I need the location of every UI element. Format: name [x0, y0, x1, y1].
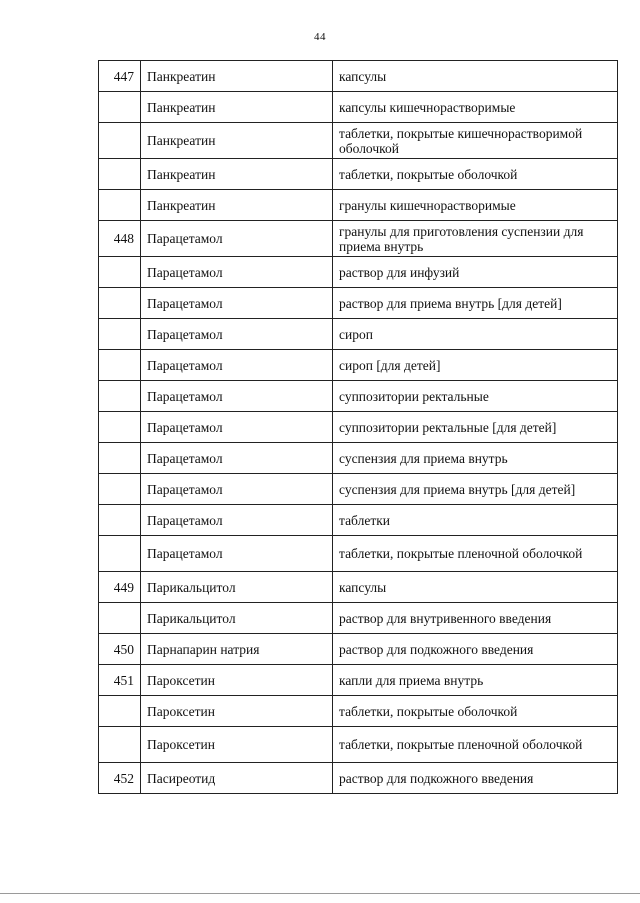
dosage-form: суппозитории ректальные — [333, 381, 618, 412]
dosage-form: суппозитории ректальные [для детей] — [333, 412, 618, 443]
dosage-form: раствор для инфузий — [333, 257, 618, 288]
row-number — [99, 603, 141, 634]
drug-name: Парнапарин натрия — [141, 634, 333, 665]
drug-name: Парацетамол — [141, 350, 333, 381]
table-row — [99, 443, 618, 474]
table-row — [99, 696, 618, 727]
dosage-form: раствор для приема внутрь [для детей] — [333, 288, 618, 319]
row-number — [99, 159, 141, 190]
dosage-form: раствор для подкожного введения — [333, 634, 618, 665]
table-row — [99, 412, 618, 443]
row-number — [99, 443, 141, 474]
table-row — [99, 474, 618, 505]
drug-name: Панкреатин — [141, 92, 333, 123]
table-row — [99, 505, 618, 536]
row-number — [99, 381, 141, 412]
row-number — [99, 505, 141, 536]
drug-name: Парацетамол — [141, 221, 333, 257]
drug-name: Панкреатин — [141, 159, 333, 190]
row-number: 449 — [99, 572, 141, 603]
row-number: 450 — [99, 634, 141, 665]
row-number — [99, 288, 141, 319]
dosage-form: таблетки, покрытые кишечнорастворимой оболочкой — [333, 123, 618, 159]
row-number — [99, 190, 141, 221]
drug-name: Парацетамол — [141, 443, 333, 474]
table-row — [99, 350, 618, 381]
row-number — [99, 123, 141, 159]
row-number — [99, 319, 141, 350]
drug-name: Парацетамол — [141, 257, 333, 288]
dosage-form: гранулы для приготовления суспензии для приема внутрь — [333, 221, 618, 257]
dosage-form: раствор для внутривенного введения — [333, 603, 618, 634]
drug-name: Парацетамол — [141, 412, 333, 443]
drug-name: Парацетамол — [141, 505, 333, 536]
table-row — [99, 92, 618, 123]
dosage-form: раствор для подкожного введения — [333, 763, 618, 794]
row-number: 448 — [99, 221, 141, 257]
drug-name: Пароксетин — [141, 727, 333, 763]
row-number — [99, 696, 141, 727]
dosage-form: суспензия для приема внутрь [для детей] — [333, 474, 618, 505]
dosage-form: суспензия для приема внутрь — [333, 443, 618, 474]
drug-name: Парацетамол — [141, 536, 333, 572]
row-number: 447 — [99, 61, 141, 92]
dosage-form: капли для приема внутрь — [333, 665, 618, 696]
dosage-form: сироп [для детей] — [333, 350, 618, 381]
page-number: 44 — [314, 31, 326, 43]
row-number — [99, 536, 141, 572]
drug-name: Парикальцитол — [141, 603, 333, 634]
row-number: 451 — [99, 665, 141, 696]
drug-name: Пасиреотид — [141, 763, 333, 794]
drug-name: Пароксетин — [141, 696, 333, 727]
dosage-form: капсулы — [333, 572, 618, 603]
table-row — [99, 665, 618, 696]
table-row — [99, 727, 618, 763]
table-row — [99, 536, 618, 572]
table-row — [99, 257, 618, 288]
table-row — [99, 603, 618, 634]
drug-name: Парикальцитол — [141, 572, 333, 603]
row-number — [99, 727, 141, 763]
row-number — [99, 474, 141, 505]
table-body — [99, 61, 618, 794]
drug-name: Парацетамол — [141, 288, 333, 319]
row-number — [99, 92, 141, 123]
table-row — [99, 123, 618, 159]
row-number: 452 — [99, 763, 141, 794]
row-number — [99, 257, 141, 288]
table-row — [99, 572, 618, 603]
dosage-form: сироп — [333, 319, 618, 350]
table-row — [99, 634, 618, 665]
table-row — [99, 288, 618, 319]
table-row — [99, 221, 618, 257]
drug-name: Панкреатин — [141, 190, 333, 221]
dosage-form: таблетки, покрытые оболочкой — [333, 159, 618, 190]
table-row — [99, 319, 618, 350]
drug-name: Парацетамол — [141, 474, 333, 505]
drug-name: Пароксетин — [141, 665, 333, 696]
dosage-form: таблетки — [333, 505, 618, 536]
table-row — [99, 763, 618, 794]
page-bottom-edge — [0, 893, 640, 894]
dosage-form: таблетки, покрытые оболочкой — [333, 696, 618, 727]
dosage-form: капсулы — [333, 61, 618, 92]
table-row — [99, 61, 618, 92]
table-row — [99, 381, 618, 412]
table-row — [99, 190, 618, 221]
drug-name: Парацетамол — [141, 381, 333, 412]
row-number — [99, 350, 141, 381]
table-row — [99, 159, 618, 190]
dosage-form: таблетки, покрытые пленочной оболочкой — [333, 536, 618, 572]
drug-name: Панкреатин — [141, 61, 333, 92]
drug-name: Парацетамол — [141, 319, 333, 350]
row-number — [99, 412, 141, 443]
dosage-form: гранулы кишечнорастворимые — [333, 190, 618, 221]
drug-name: Панкреатин — [141, 123, 333, 159]
dosage-form: капсулы кишечнорастворимые — [333, 92, 618, 123]
dosage-form: таблетки, покрытые пленочной оболочкой — [333, 727, 618, 763]
drug-table — [98, 60, 618, 794]
